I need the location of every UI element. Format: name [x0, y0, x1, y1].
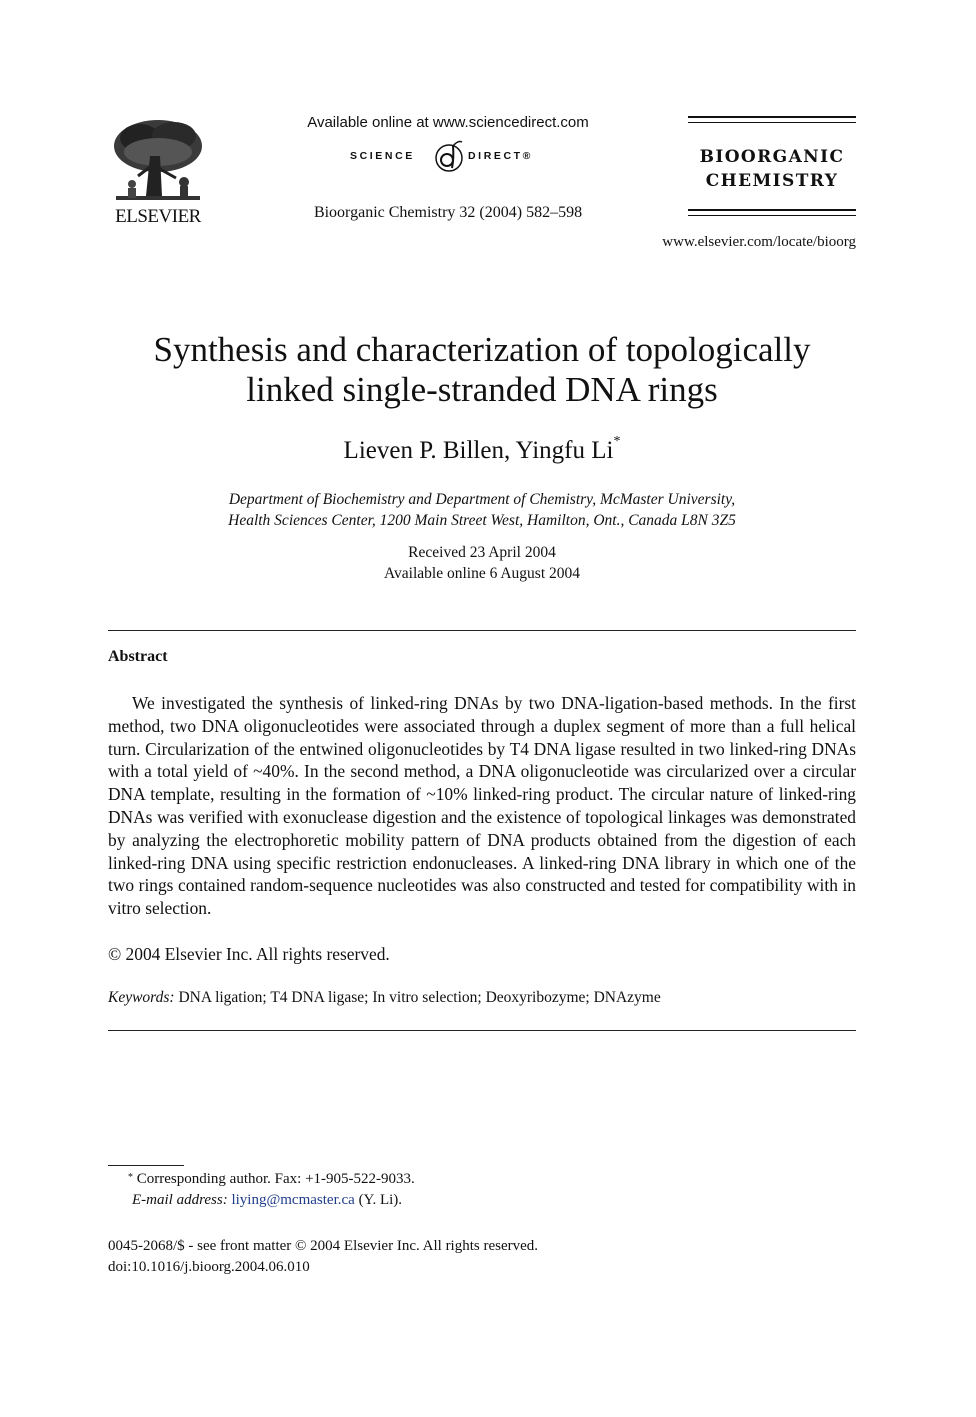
sciencedirect-right: DIRECT®	[468, 150, 534, 162]
footnote-corresponding-text: Corresponding author. Fax: +1-905-522-9033.	[136, 1171, 415, 1187]
doi-line[interactable]: doi:10.1016/j.bioorg.2004.06.010	[108, 1259, 310, 1275]
front-matter-footer	[108, 1236, 856, 1278]
email-suffix: (Y. Li).	[358, 1192, 403, 1208]
authors-text: Lieven P. Billen, Yingfu Li	[343, 437, 614, 464]
brand-bottom-rule	[688, 209, 856, 216]
email-link[interactable]: liying@mcmaster.ca	[231, 1192, 355, 1208]
sciencedirect-d-icon	[432, 136, 466, 176]
keywords-label: Keywords:	[108, 989, 175, 1006]
affiliation	[100, 489, 864, 531]
keywords-text: DNA ligation; T4 DNA ligase; In vitro selection; Deoxyribozyme; DNAzyme	[178, 989, 661, 1006]
affiliation-line-1: Department of Biochemistry and Department of Chemistry, McMaster University,	[228, 491, 736, 508]
elsevier-logo	[108, 116, 208, 226]
journal-brand-line1: BIOORGANIC	[699, 147, 845, 167]
received-date: Received 23 April 2004	[408, 544, 556, 561]
issn-line: 0045-2068/$ - see front matter © 2004 Elsevier Inc. All rights reserved.	[108, 1238, 539, 1254]
journal-brand	[688, 116, 856, 224]
footnote-corresponding	[108, 1169, 856, 1190]
abstract-heading: Abstract	[108, 648, 168, 665]
journal-reference: Bioorganic Chemistry 32 (2004) 582–598	[313, 204, 583, 221]
footnote-email-line	[108, 1190, 856, 1211]
title-line-1: Synthesis and characterization of topologically	[153, 330, 811, 369]
online-date: Available online 6 August 2004	[383, 565, 581, 582]
brand-top-rule	[688, 116, 856, 123]
corresponding-author-mark[interactable]: *	[613, 434, 621, 449]
elsevier-tree-icon	[110, 116, 206, 204]
affiliation-line-2: Health Sciences Center, 1200 Main Street West, Hamilton, Ont., Canada L8N 3Z5	[228, 512, 736, 529]
abstract-bottom-divider	[108, 1030, 856, 1031]
abstract-top-divider	[108, 630, 856, 631]
abstract-body: We investigated the synthesis of linked-ring DNAs by two DNA-ligation-based methods. In the first method, two DNA oligonucleotides were associated through a duplex segment of more than a full helical turn. Circularization of the entwined oligonucleotides by T4 DNA ligase resulted in two linked-ring DNAs with a total yield of ~40%. In the second method, a DNA oligonucleotide was circularized over a circular DNA template, resulting in the formation of ~10% linked-ring product. The circular nature of linked-ring DNAs was verified with exonuclease digestion and the existence of topological linkages was demonstrated by analyzing the electrophoretic mobility pattern of DNA products obtained from the digestion of each linked-ring DNA using specific restriction endonucleases. A linked-ring DNA library in which one of the two rings contained random-sequence nucleotides was also constructed and tested for compatibility with in vitro selection.	[108, 693, 856, 919]
sciencedirect-left: SCIENCE	[350, 150, 415, 162]
email-label: E-mail address:	[132, 1192, 228, 1208]
footnote	[108, 1169, 856, 1211]
footnote-mark: *	[128, 1172, 133, 1183]
elsevier-wordmark: ELSEVIER	[115, 206, 201, 227]
article-dates	[100, 542, 864, 584]
title-line-2: linked single-stranded DNA rings	[246, 370, 718, 409]
footnote-rule	[108, 1165, 184, 1166]
author-list	[100, 434, 864, 465]
available-online-text: Available online at www.sciencedirect.com	[307, 114, 589, 131]
keywords	[108, 989, 856, 1007]
sciencedirect-logo	[350, 136, 550, 178]
abstract-copyright: © 2004 Elsevier Inc. All rights reserved.	[108, 944, 390, 964]
article-title	[80, 330, 884, 410]
journal-brand-line2: CHEMISTRY	[705, 171, 839, 191]
journal-url-link[interactable]: www.elsevier.com/locate/bioorg	[662, 234, 856, 250]
journal-brand-text	[688, 145, 856, 193]
